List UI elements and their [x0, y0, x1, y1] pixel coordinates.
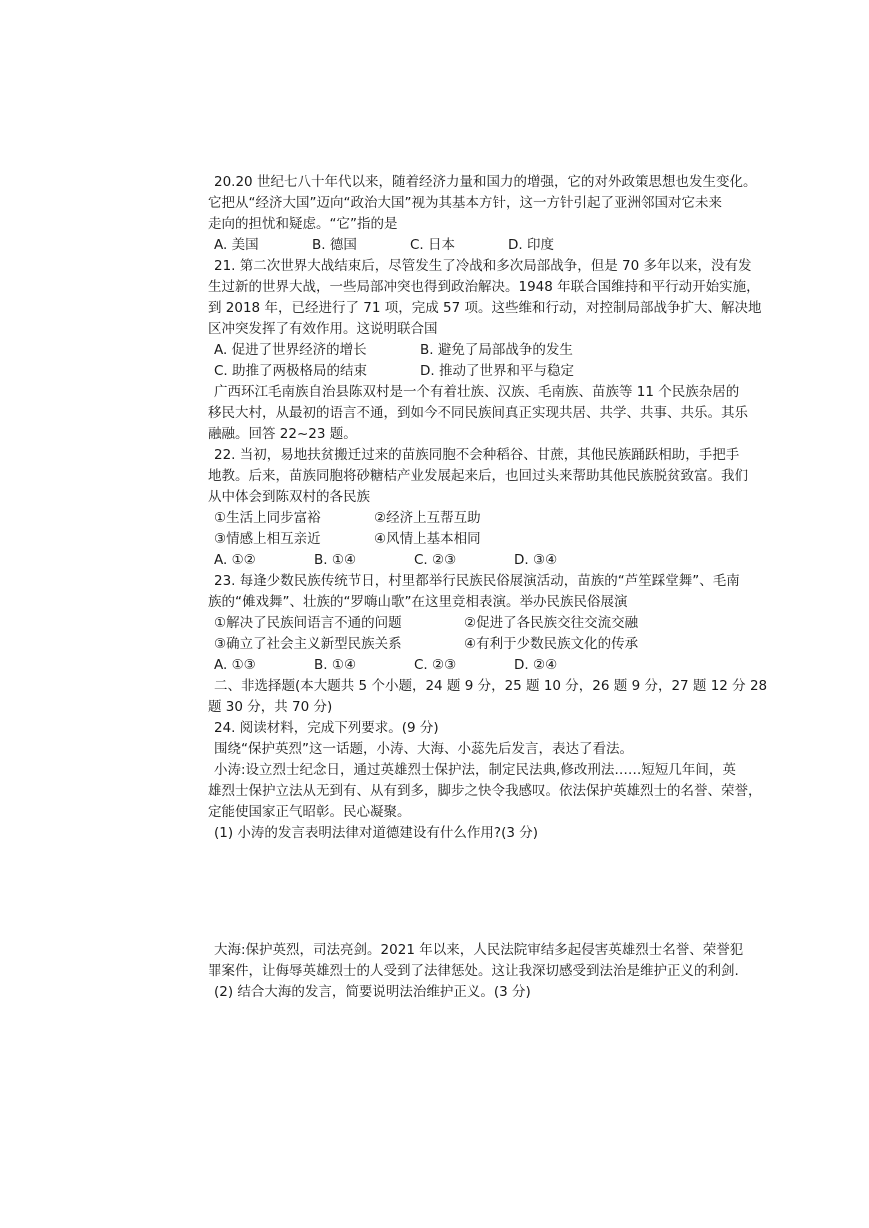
q23-option-c: C. ②③ [414, 657, 457, 673]
q20-option-d: D. 印度 [508, 237, 554, 253]
q22-option-d: D. ③④ [514, 552, 558, 568]
q20-option-b: B. 德国 [312, 237, 357, 253]
q23-item-3: ③确立了社会主义新型民族关系 [214, 636, 402, 652]
q20-line: 20.20 世纪七八十年代以来，随着经济力量和国力的增强，它的对外政策思想也发生变化。 [214, 174, 757, 190]
exam-content [208, 172, 784, 1003]
q22-option-c: C. ②③ [414, 552, 457, 568]
q23-line: 族的“傩戏舞”、壮族的“罗嗨山歌”在这里竞相表演。举办民族民俗展演 [208, 594, 628, 610]
q24-line: 雄烈士保护立法从无到有、从有到多，脚步之快令我感叹。依法保护英雄烈士的名誉、荣誉， [208, 783, 762, 799]
q23-items-row-1 [208, 613, 784, 634]
q21-option-c: C. 助推了两极格局的结束 [214, 363, 368, 379]
intro-line: 移民大村，从最初的语言不通，到如今不同民族间真正实现共居、共学、共事、共乐。其乐 [208, 405, 748, 421]
q21-line: 到 2018 年，已经进行了 71 项，完成 57 项。这些维和行动，对控制局部战争扩大、解决地 [208, 300, 762, 316]
q23-item-4: ④有利于少数民族文化的传承 [464, 636, 639, 652]
q20-line: 走向的担忧和疑虑。“它”指的是 [208, 216, 398, 232]
q21-line: 生过新的世界大战，一些局部冲突也得到政治解决。1948 年联合国维持和平行动开始实施， [208, 279, 760, 295]
q24-line: 定能使国家正气昭彰。民心凝聚。 [208, 804, 411, 820]
question-24 [208, 718, 784, 1003]
q20-option-c: C. 日本 [410, 237, 456, 253]
q22-item-4: ④风情上基本相同 [374, 531, 481, 547]
q20-line: 它把从“经济大国”迈向“政治大国”视为其基本方针，这一方针引起了亚洲邻国对它未来 [208, 195, 722, 211]
q21-options-row-2 [208, 361, 784, 382]
q22-option-a: A. ①② [214, 552, 256, 568]
q21-option-b: B. 避免了局部战争的发生 [420, 342, 573, 358]
q22-item-3: ③情感上相互亲近 [214, 531, 321, 547]
q24-line: 大海:保护英烈，司法亮剑。2021 年以来，人民法院审结多起侵害英雄烈士名誉、荣誉犯 [214, 942, 744, 958]
q23-item-2: ②促进了各民族交往交流交融 [464, 615, 639, 631]
q23-option-d: D. ②④ [514, 657, 558, 673]
q23-item-1: ①解决了民族间语言不通的问题 [214, 615, 402, 631]
q22-item-2: ②经济上互帮互助 [374, 510, 481, 526]
q22-options [208, 550, 784, 571]
q21-option-d: D. 推动了世界和平与稳定 [420, 363, 574, 379]
q23-options [208, 655, 784, 676]
q24-subquestion-1: (1) 小涛的发言表明法律对道德建设有什么作用?(3 分) [214, 825, 538, 841]
intro-line: 广西环江毛南族自治县陈双村是一个有着壮族、汉族、毛南族、苗族等 11 个民族杂居的 [214, 384, 740, 400]
q22-items-row-1 [208, 508, 784, 529]
q24-line: 24. 阅读材料，完成下列要求。(9 分) [214, 720, 439, 736]
section-2-line: 题 30 分，共 70 分) [208, 699, 333, 715]
q22-line: 从中体会到陈双村的各民族 [208, 489, 370, 505]
q21-option-a: A. 促进了世界经济的增长 [214, 342, 367, 358]
q22-option-b: B. ①④ [314, 552, 357, 568]
section-2-heading [208, 676, 784, 718]
q21-line: 21. 第二次世界大战结束后，尽管发生了冷战和多次局部战争，但是 70 多年以来，没有发 [214, 258, 752, 274]
question-20 [208, 172, 784, 256]
question-22 [208, 445, 784, 571]
q23-option-a: A. ①③ [214, 657, 256, 673]
q24-subquestion-2: (2) 结合大海的发言，简要说明法治维护正义。(3 分) [214, 984, 531, 1000]
q21-options-row-1 [208, 340, 784, 361]
q23-items-row-2 [208, 634, 784, 655]
material-intro [208, 382, 784, 445]
q22-line: 22. 当初，易地扶贫搬迁过来的苗族同胞不会种稻谷、甘蔗，其他民族踊跃相助，手把手 [214, 447, 740, 463]
q22-item-1: ①生活上同步富裕 [214, 510, 321, 526]
q24-line: 小涛:设立烈士纪念日，通过英雄烈士保护法，制定民法典,修改刑法……短短几年间，英 [214, 762, 736, 778]
q23-line: 23. 每逢少数民族传统节日，村里都举行民族民俗展演活动，苗族的“芦笙踩堂舞”、毛南 [214, 573, 740, 589]
q23-option-b: B. ①④ [314, 657, 357, 673]
q21-line: 区冲突发挥了有效作用。这说明联合国 [208, 321, 438, 337]
q22-line: 地教。后来，苗族同胞将砂糖桔产业发展起来后，也回过头来帮助其他民族脱贫致富。我们 [208, 468, 748, 484]
intro-line: 融融。回答 22~23 题。 [208, 426, 357, 442]
q20-options [208, 235, 784, 256]
q24-line: 罪案件，让侮辱英雄烈士的人受到了法律惩处。这让我深切感受到法治是维护正义的利剑. [208, 963, 739, 979]
q22-items-row-2 [208, 529, 784, 550]
q24-line: 围绕“保护英烈”这一话题，小涛、大海、小蕊先后发言，表达了看法。 [214, 741, 633, 757]
question-21 [208, 256, 784, 382]
section-2-line: 二、非选择题(本大题共 5 个小题，24 题 9 分，25 题 10 分，26 题 9 分，27 题 12 分 28 [214, 678, 768, 694]
question-23 [208, 571, 784, 676]
q20-option-a: A. 美国 [214, 237, 259, 253]
answer-space [208, 844, 784, 940]
